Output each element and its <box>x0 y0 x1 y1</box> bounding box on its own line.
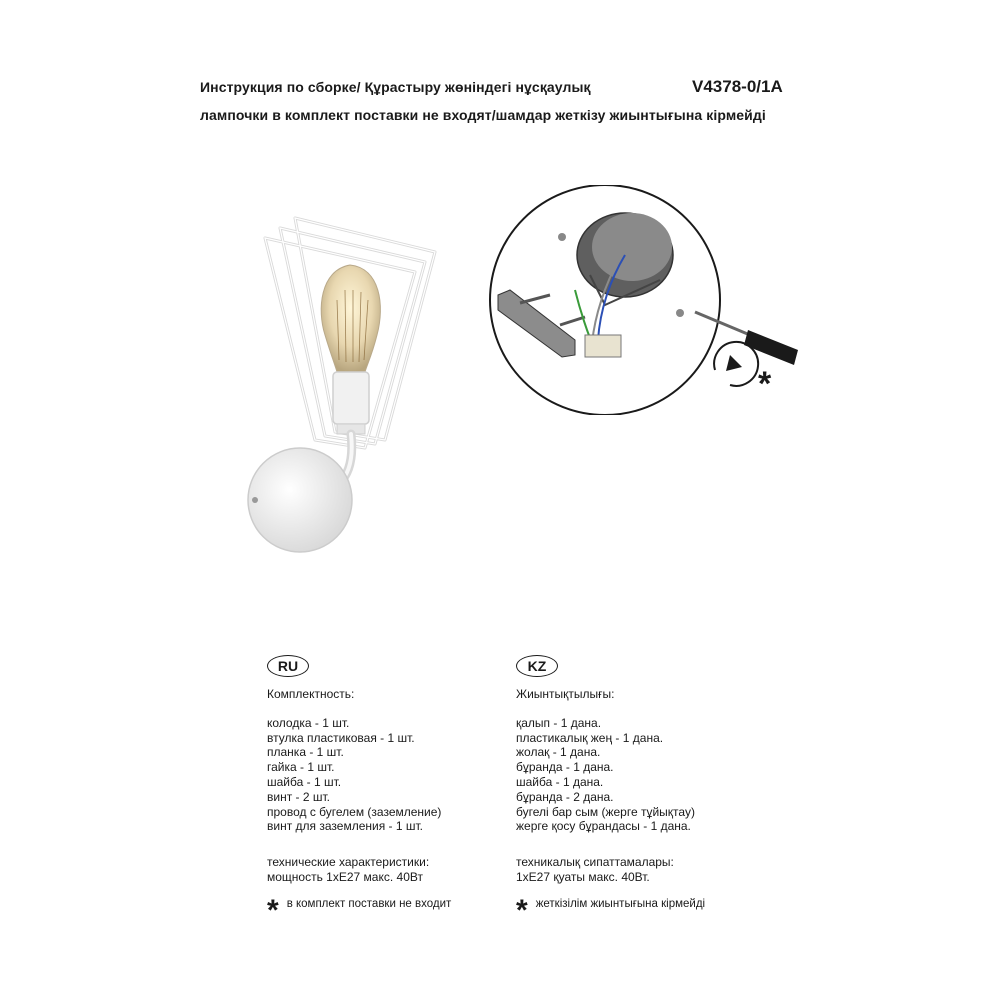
list-item: винт - 2 шт. <box>267 789 330 804</box>
ru-heading: Комплектность: <box>267 687 355 701</box>
kz-item-list <box>516 716 756 834</box>
kz-tech-heading: техникалық сипаттамалары: <box>516 855 674 870</box>
asterisk-icon: * <box>516 893 528 927</box>
list-item: винт для заземления - 1 шт. <box>267 819 424 834</box>
kz-heading: Жиынтықтылығы: <box>516 687 615 701</box>
ru-badge: RU <box>267 655 309 677</box>
document-title: Инструкция по сборке/ Құрастыру жөніндегі нұсқаулық <box>200 79 591 95</box>
ru-tech-specs <box>267 855 497 885</box>
list-item: бұранда - 1 дана. <box>516 760 614 775</box>
list-item: втулка пластиковая - 1 шт. <box>267 730 415 745</box>
list-item: гайка - 1 шт. <box>267 760 335 775</box>
installation-diagram <box>480 185 800 415</box>
list-item: колодка - 1 шт. <box>267 715 350 730</box>
ru-column <box>267 655 497 927</box>
kz-badge: KZ <box>516 655 558 677</box>
kz-note <box>516 893 756 927</box>
kz-tech-value: 1хЕ27 қуаты макс. 40Вт. <box>516 869 650 884</box>
ru-note <box>267 893 497 927</box>
kz-column <box>516 655 756 927</box>
ru-tech-heading: технические характеристики: <box>267 855 430 870</box>
list-item: провод с бугелем (заземление) <box>267 804 442 819</box>
ru-tech-value: мощность 1хЕ27 макс. 40Вт <box>267 869 423 884</box>
kz-tech-specs <box>516 855 756 885</box>
list-item: жолақ - 1 дана. <box>516 745 601 760</box>
list-item: бұранда - 2 дана. <box>516 789 614 804</box>
kz-note-text: жеткізілім жиынтығына кірмейді <box>535 898 706 911</box>
document-subtitle: лампочки в комплект поставки не входят/шамдар жеткізу жиынтығына кірмейді <box>200 107 766 123</box>
list-item: шайба - 1 шт. <box>267 774 342 789</box>
asterisk-icon: * <box>267 893 279 927</box>
model-number: V4378-0/1A <box>692 77 783 96</box>
ru-note-text: в комплект поставки не входит <box>286 898 452 911</box>
lamp-product-image <box>225 190 465 590</box>
diagram-star: * <box>758 365 772 403</box>
list-item: пластикалық жең - 1 дана. <box>516 730 664 745</box>
list-item: жерге қосу бұрандасы - 1 дана. <box>516 819 691 834</box>
list-item: қалып - 1 дана. <box>516 715 602 730</box>
list-item: шайба - 1 дана. <box>516 774 604 789</box>
ru-item-list <box>267 716 497 834</box>
list-item: бугелі бар сым (жерге тұйықтау) <box>516 804 695 819</box>
list-item: планка - 1 шт. <box>267 745 344 760</box>
